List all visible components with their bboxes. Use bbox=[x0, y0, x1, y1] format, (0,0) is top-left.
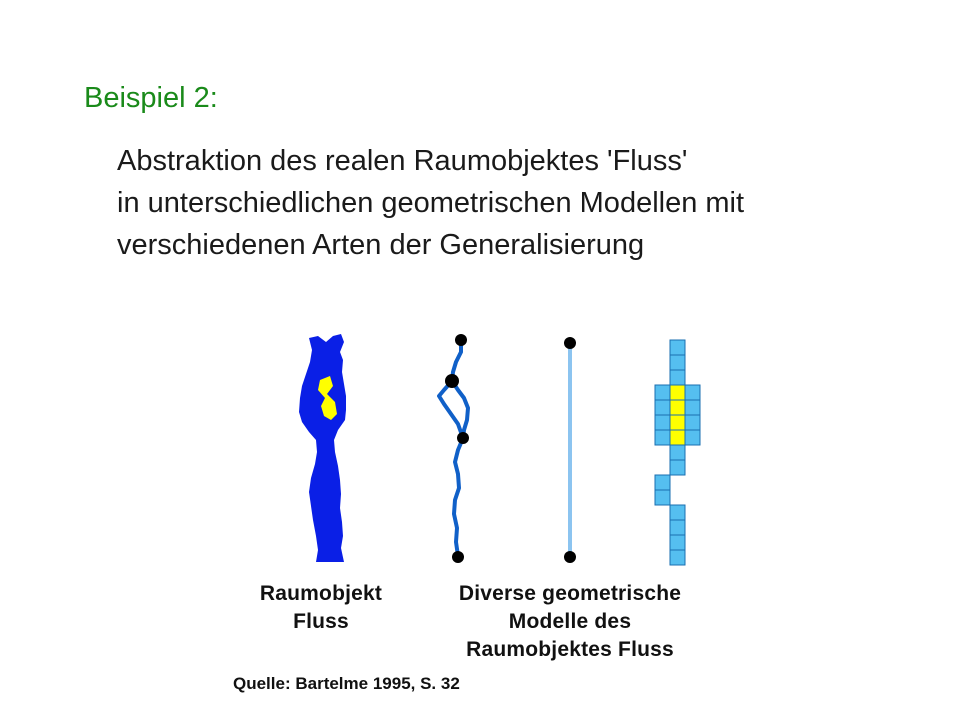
label-real-river-line-1: Raumobjekt bbox=[259, 582, 383, 605]
description-line-3: verschiedenen Arten der Generalisierung bbox=[117, 229, 645, 261]
raster-cell bbox=[670, 520, 685, 535]
raster-cell bbox=[685, 430, 700, 445]
slide-heading: Beispiel 2: bbox=[84, 82, 218, 114]
raster-cell-island bbox=[670, 430, 685, 445]
centerline-node-bottom bbox=[564, 551, 576, 563]
raster-cell-island bbox=[670, 415, 685, 430]
figure-source: Quelle: Bartelme 1995, S. 32 bbox=[233, 674, 460, 693]
raster-cell bbox=[670, 505, 685, 520]
raster-cell bbox=[655, 490, 670, 505]
label-real-river bbox=[229, 580, 413, 636]
raster-cell bbox=[670, 550, 685, 565]
raster-cell bbox=[685, 415, 700, 430]
raster-cell bbox=[670, 535, 685, 550]
node-top bbox=[455, 334, 467, 346]
raster-cell bbox=[670, 460, 685, 475]
description-line-2: in unterschiedlichen geometrischen Modellen mit bbox=[117, 187, 745, 219]
raster-cell bbox=[670, 355, 685, 370]
label-geometric-models-line-3: Raumobjektes Fluss bbox=[466, 638, 674, 661]
label-geometric-models-line-1: Diverse geometrische bbox=[458, 582, 682, 605]
raster-cell bbox=[655, 385, 670, 400]
raster-cell-island bbox=[670, 385, 685, 400]
raster-cell bbox=[655, 430, 670, 445]
node-bottom bbox=[452, 551, 464, 563]
river-area-shape bbox=[299, 334, 346, 562]
raster-cell bbox=[670, 370, 685, 385]
label-real-river-line-2: Fluss bbox=[293, 610, 349, 633]
centerline-model bbox=[564, 337, 576, 563]
raster-model bbox=[655, 340, 700, 565]
raster-cell bbox=[655, 415, 670, 430]
raster-cell-island bbox=[670, 400, 685, 415]
vector-polyline-model bbox=[439, 334, 469, 563]
node-upper-junction bbox=[445, 374, 459, 388]
label-geometric-models bbox=[420, 580, 720, 664]
centerline-node-top bbox=[564, 337, 576, 349]
raster-cell bbox=[655, 475, 670, 490]
raster-cell bbox=[685, 385, 700, 400]
raster-cell bbox=[685, 400, 700, 415]
raster-cell bbox=[655, 400, 670, 415]
label-geometric-models-line-2: Modelle des bbox=[508, 610, 632, 633]
description-line-1: Abstraktion des realen Raumobjektes 'Fluss' bbox=[117, 145, 688, 177]
node-lower-junction bbox=[457, 432, 469, 444]
raster-cell bbox=[670, 445, 685, 460]
raster-cell bbox=[670, 340, 685, 355]
river-polygon bbox=[299, 334, 346, 562]
polyline-lower bbox=[454, 438, 463, 556]
